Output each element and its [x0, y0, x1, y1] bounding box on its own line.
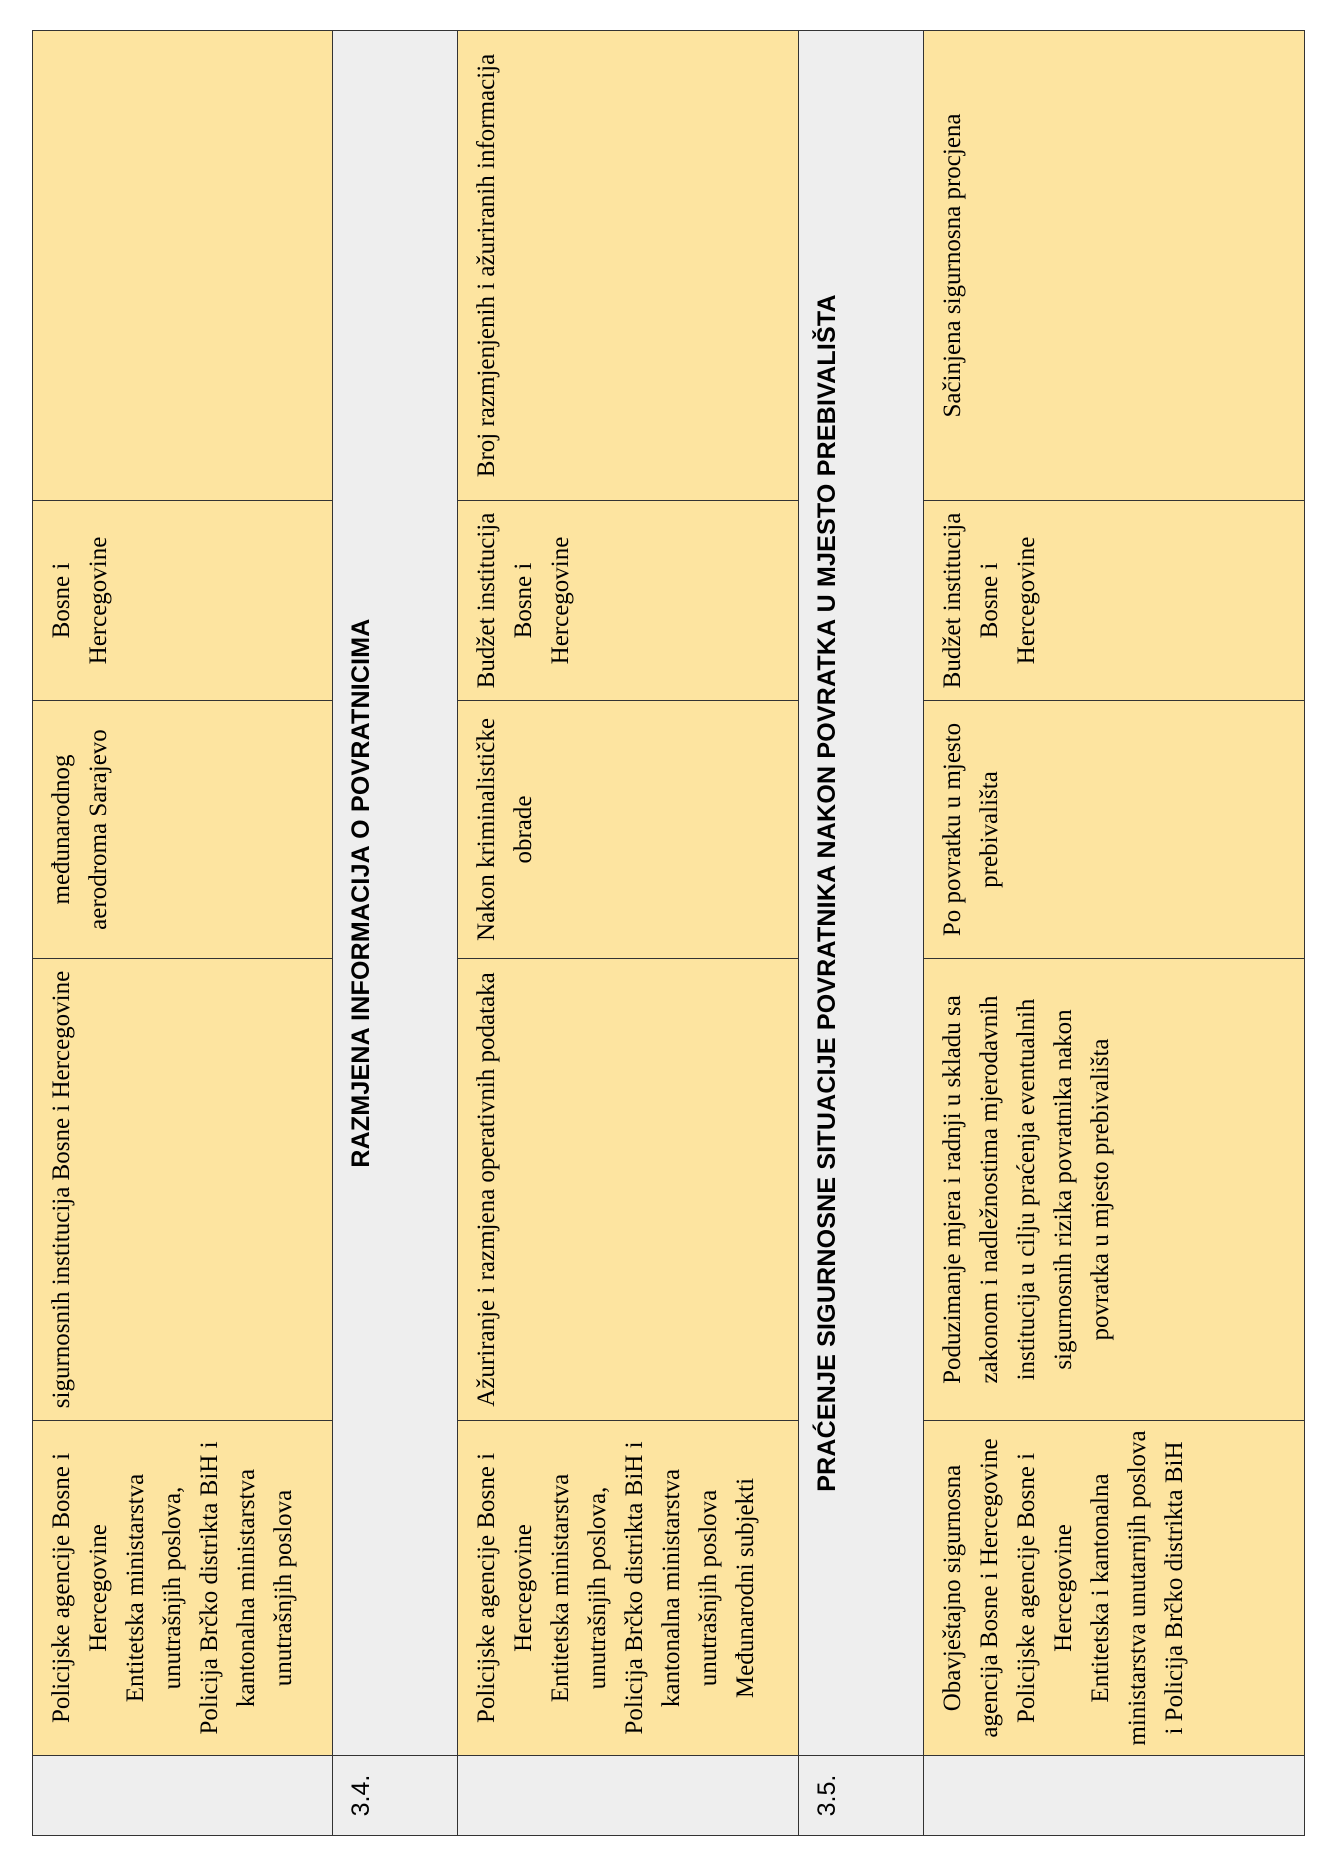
- row-number-cell: [924, 1756, 1305, 1836]
- responsible-cell: [924, 1421, 1305, 1756]
- row-number-cell: [458, 1756, 799, 1836]
- activity-text: Poduzimanje mjera i radnji u skladu sa zakonom i nadležnostima mjerodavnih institucija u cilju praćenja eventualnih sigurnosnih rizika povratnika nakon povratka u mjesto prebivališta: [939, 995, 1115, 1384]
- funding-cell: [458, 501, 799, 701]
- responsible-item: Međunarodni subjekti: [732, 1477, 760, 1699]
- deadline-cell: [924, 701, 1305, 959]
- deadline-text: međunarodnog aerodroma Sarajevo: [48, 729, 112, 930]
- responsible-item: Entitetska ministarstva unutrašnjih poslova,: [122, 1473, 186, 1703]
- responsible-item: Policijske agencije Bosne i Hercegovine: [48, 1452, 112, 1724]
- responsible-cell: [458, 1421, 799, 1756]
- section-number: 3.5.: [799, 1756, 924, 1836]
- indicator-cell: [33, 31, 333, 501]
- deadline-cell: [33, 701, 333, 959]
- responsible-item: Policijske agencije Bosne i Hercegovine: [1013, 1452, 1078, 1724]
- table-row: [33, 31, 333, 1836]
- responsible-item: Entitetska ministarstva unutrašnjih poslova,: [547, 1473, 612, 1703]
- responsible-item: Entitetska i kantonalna ministarstva unutarnjih poslova i Policija Brčko distrikta BiH: [1087, 1430, 1189, 1746]
- section-number: 3.4.: [333, 1756, 458, 1836]
- responsible-item: Policijske agencije Bosne i Hercegovine: [473, 1452, 538, 1724]
- funding-text: Bosne i Hercegovine: [48, 536, 112, 665]
- activity-text: Ažuriranje i razmjena operativnih podataka: [473, 972, 501, 1407]
- deadline-cell: [458, 701, 799, 959]
- section-title: PRAĆENJE SIGURNOSNE SITUACIJE POVRATNIKA NAKON POVRATKA U MJESTO PREBIVALIŠTA: [799, 31, 924, 1756]
- funding-text: Budžet institucija Bosne i Hercegovine: [939, 512, 1041, 689]
- responsible-item: Policija Brčko distrikta BiH i kantonalna ministarstva unutrašnjih poslova: [621, 1441, 723, 1735]
- activity-text: sigurnosnih institucija Bosne i Hercegovine: [48, 970, 75, 1409]
- funding-text: Budžet institucija Bosne i Hercegovine: [473, 512, 575, 689]
- table-row: [924, 31, 1305, 1836]
- action-plan-table: [32, 30, 1305, 1836]
- section-header-row: [799, 31, 924, 1836]
- funding-cell: [33, 501, 333, 701]
- row-number-cell: [33, 1756, 333, 1836]
- activity-cell: [924, 959, 1305, 1421]
- responsible-item: Policija Brčko distrikta BiH i kantonalna ministarstva unutrašnjih poslova: [196, 1441, 297, 1735]
- indicator-text: Sačinjena sigurnosna procjena: [939, 113, 967, 418]
- activity-cell: [33, 959, 333, 1421]
- deadline-text: Po povratku u mjesto prebivališta: [939, 722, 1004, 937]
- rotated-table-container: [32, 31, 1305, 1836]
- section-title: RAZMJENA INFORMACIJA O POVRATNICIMA: [333, 31, 458, 1756]
- indicator-cell: [458, 31, 799, 501]
- funding-cell: [924, 501, 1305, 701]
- indicator-text: Broj razmjenjenih i ažuriranih informacija: [473, 53, 501, 478]
- table-row: [458, 31, 799, 1836]
- responsible-cell: [33, 1421, 333, 1756]
- responsible-item: Obavještajno sigurnosna agencija Bosne i Hercegovine: [939, 1438, 1004, 1738]
- section-header-row: [333, 31, 458, 1836]
- indicator-cell: [924, 31, 1305, 501]
- activity-cell: [458, 959, 799, 1421]
- deadline-text: Nakon kriminalističke obrade: [473, 718, 538, 941]
